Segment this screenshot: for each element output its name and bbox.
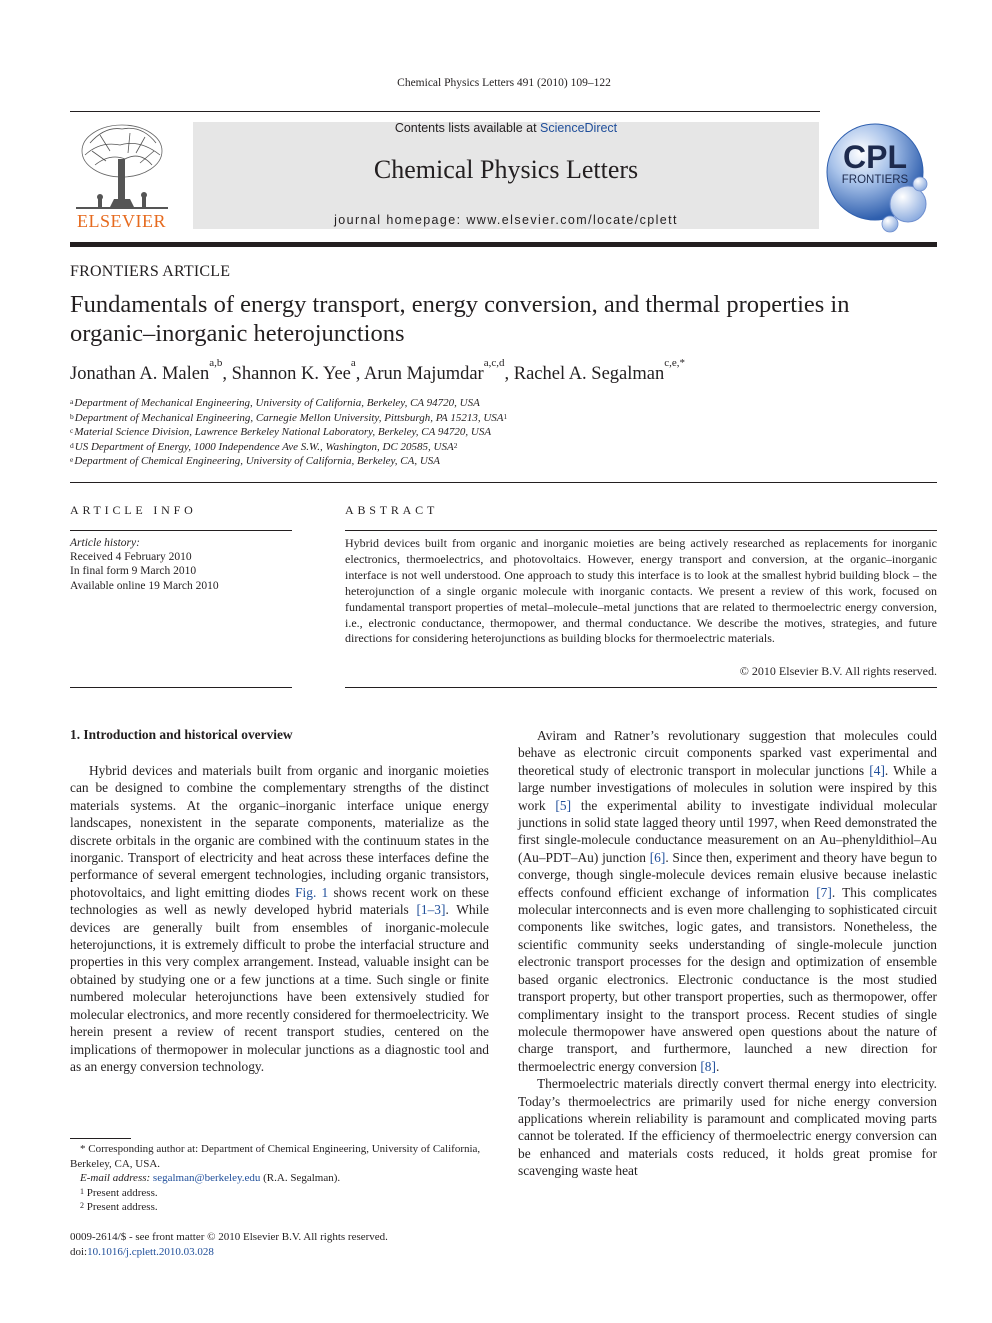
paragraph: Thermoelectric materials directly convert thermal energy into electricity. Today’s thermoelectrics are primarily used for niche energy conversion applications wherein reliability is paramount and complicated moving parts cannot be tolerated. If the efficiency of thermoelectric energy conversion can be enhanced and materials costs reduced, it holds great promise for scavenging waste heat — [518, 1076, 937, 1179]
footnote-2: $^2$ Present address. — [80, 1201, 158, 1213]
journal-homepage[interactable]: journal homepage: www.elsevier.com/locate/cplett — [334, 213, 678, 227]
paragraph: Aviram and Ratner’s revolutionary suggestion that molecules could behave as electronic circuit components sparked vast experimental and theoretical study of electronic transport in molecular junctions [4]. While a large number investigations of molecules in solution were inspired by this work [5] the experimental ability to investigate individual molecular junctions in solid state lagged theory until 1997, when Reed demonstrated the first single-molecule conductance measurement on an Au–phenyldithiol–Au (Au–PDT–Au) junction [6]. Since then, experiment and theory have begun to converge, though single-molecule devices remain elusive because inelastic effects confound efficient exchange of information [7]. This complicates molecular interconnects and is even more challenging to sophisticated circuit components like switches, logic gates, and transistors. Nonetheless, the scientific community seeks understanding of single-molecule junction electronic transport processes for the design and optimization of ensemble based organic electronics. Electronic conductance is the most studied transport property, but other transport properties, such as thermopower, offer complimentary insight to the transport process. Recent studies of single molecule thermopower have answered open questions about the nature of charge transport, and furthermore, launched a new direction for thermoelectric energy conversion [8]. — [518, 728, 938, 1074]
abstract-text: Hybrid devices built from organic and inorganic moieties are being actively researched as replacements for inorganic electronics, thermoelectrics, and photovoltaics. However, energy transport and conversion, at the organic–inorganic interface is not well understood. One approach to study this interface is to look at the smallest hybrid building block – the heterojunction of a single organic molecule with inorganic contacts. We present a review of this work, focused on fundamental transport properties of metal–molecule–metal junctions that are related to thermoelectric energy conversion, i.e., electronic conductance, thermopower, and thermal conductance. We describe the motives, strategies, and future directions for considering heterojunctions as building blocks for thermoelectric materials. — [345, 536, 937, 646]
received-date: Received 4 February 2010 — [70, 551, 192, 564]
author-list — [70, 357, 930, 387]
contents-line — [193, 121, 819, 135]
issn-line: 0009-2614/$ - see front matter © 2010 Elsevier B.V. All rights reserved. — [70, 1231, 388, 1243]
section-rule — [70, 482, 937, 483]
journal-name: Chemical Physics Letters — [373, 155, 639, 184]
contents-prefix: Contents lists available at — [394, 121, 541, 135]
body-column-right — [518, 727, 937, 1180]
article-info-heading: ARTICLE INFO — [70, 503, 197, 517]
section-heading: 1. Introduction and historical overview — [70, 727, 293, 742]
citation-link[interactable]: [6] — [649, 849, 666, 865]
author: Jonathan A. Malen$^{a,b}$, — [70, 357, 232, 384]
figure-link[interactable]: Fig. 1 — [295, 884, 329, 900]
affiliation: $^b$Department of Mechanical Engineering, Carnegie Mellon University, Pittsburgh, PA 15213, USA$^1$ — [70, 411, 508, 424]
author[interactable]: Rachel A. Segalman$^{c,e,*}$ — [513, 357, 686, 384]
email-note: E-mail address: segalman@berkeley.edu (R.A. Segalman). — [80, 1172, 341, 1184]
corresponding-author-note: * Corresponding author at: Department of Chemical Engineering, University of California, Berkeley, CA, USA. — [70, 1143, 481, 1170]
revised-date: In final form 9 March 2010 — [70, 565, 197, 578]
article-info-rule — [70, 530, 292, 531]
cpl-logo-subtext: FRONTIERS — [841, 174, 909, 186]
affiliation: $^a$Department of Mechanical Engineering, University of California, Berkeley, CA 94720, USA — [70, 397, 480, 409]
email-link[interactable]: segalman@berkeley.edu — [152, 1172, 261, 1184]
doi-link[interactable]: 10.1016/j.cplett.2010.03.028 — [87, 1245, 214, 1258]
author: Arun Majumdar$^{a,c,d}$, — [364, 357, 514, 384]
article-info-bottom-rule — [70, 687, 292, 688]
article-history — [70, 536, 292, 593]
header-rule — [70, 111, 820, 112]
abstract-rule — [345, 530, 937, 531]
footnote-1: $^1$ Present address. — [80, 1186, 158, 1199]
body-column-left — [70, 762, 489, 1075]
history-label: Article history: — [70, 537, 140, 549]
header-thick-rule — [70, 242, 937, 247]
cpl-sphere-icon — [820, 120, 938, 238]
author: Shannon K. Yee$^a$, — [231, 357, 364, 384]
cpl-frontiers-logo — [820, 120, 938, 238]
footnotes — [70, 1142, 489, 1215]
citation-link[interactable]: [8] — [700, 1058, 716, 1074]
footnote-rule — [70, 1138, 131, 1139]
citation-link[interactable]: [7] — [816, 884, 832, 900]
sciencedirect-link[interactable]: ScienceDirect — [540, 121, 618, 135]
abstract-bottom-rule — [345, 687, 937, 688]
citation-link[interactable]: [4] — [869, 762, 885, 778]
doi-line: doi:10.1016/j.cplett.2010.03.028 — [70, 1245, 214, 1258]
paragraph: Hybrid devices and materials built from organic and inorganic moieties can be designed to combine the complementary strengths of the distinct materials systems. At the organic–inorganic interface unique energy landscapes, nonexistent in the separate components, materialize as the discrete orbitals in the organic are combined with the continuum states in the inorganic. Transport of electricity and heat across these interfaces define the performance of several emergent technologies, including organic transistors, photovoltaics, and light emitting diodes Fig. 1 shows recent work on these technologies as well as newly developed hybrid materials [1–3]. While devices are generally built from ensembles of inorganic-molecule heterojunctions, it is extremely difficult to probe the interfacial structure and properties in this very complex arrangement. Instead, valuable insight can be obtained by studying one or a few junctions at a time. Such single or finite numbered molecular heterojunctions have been extensively studied for molecular electronics, and more recently considered for thermoelectricity. We herein present a review of recent transport studies, centered on the implications of thermopower in molecular junctions as a diagnostic tool and as an energy conversion technology. — [70, 763, 489, 1074]
affiliation-list — [70, 396, 930, 469]
publication-info — [70, 1230, 490, 1259]
citation-link[interactable]: [5] — [555, 797, 572, 813]
article-title: Fundamentals of energy transport, energy conversion, and thermal properties in organic–inorganic heterojunctions — [70, 291, 850, 347]
elsevier-wordmark: ELSEVIER — [77, 211, 166, 231]
citation-link[interactable]: [1–3] — [416, 902, 446, 918]
abstract-heading: ABSTRACT — [345, 503, 439, 517]
elsevier-tree-icon — [70, 121, 173, 211]
journal-reference: Chemical Physics Letters 491 (2010) 109–122 — [397, 77, 611, 89]
cpl-logo-text: CPL — [843, 139, 907, 175]
affiliation: $^d$US Department of Energy, 1000 Independence Ave S.W., Washington, DC 20585, USA$^2$ — [70, 440, 458, 453]
abstract-copyright: © 2010 Elsevier B.V. All rights reserved. — [739, 664, 937, 678]
affiliation: $^e$Department of Chemical Engineering, University of California, Berkeley, CA, USA — [70, 455, 441, 467]
affiliation: $^c$Material Science Division, Lawrence Berkeley National Laboratory, Berkeley, CA 94720, USA — [70, 426, 492, 438]
online-date: Available online 19 March 2010 — [70, 579, 219, 592]
article-type: FRONTIERS ARTICLE — [70, 263, 231, 280]
